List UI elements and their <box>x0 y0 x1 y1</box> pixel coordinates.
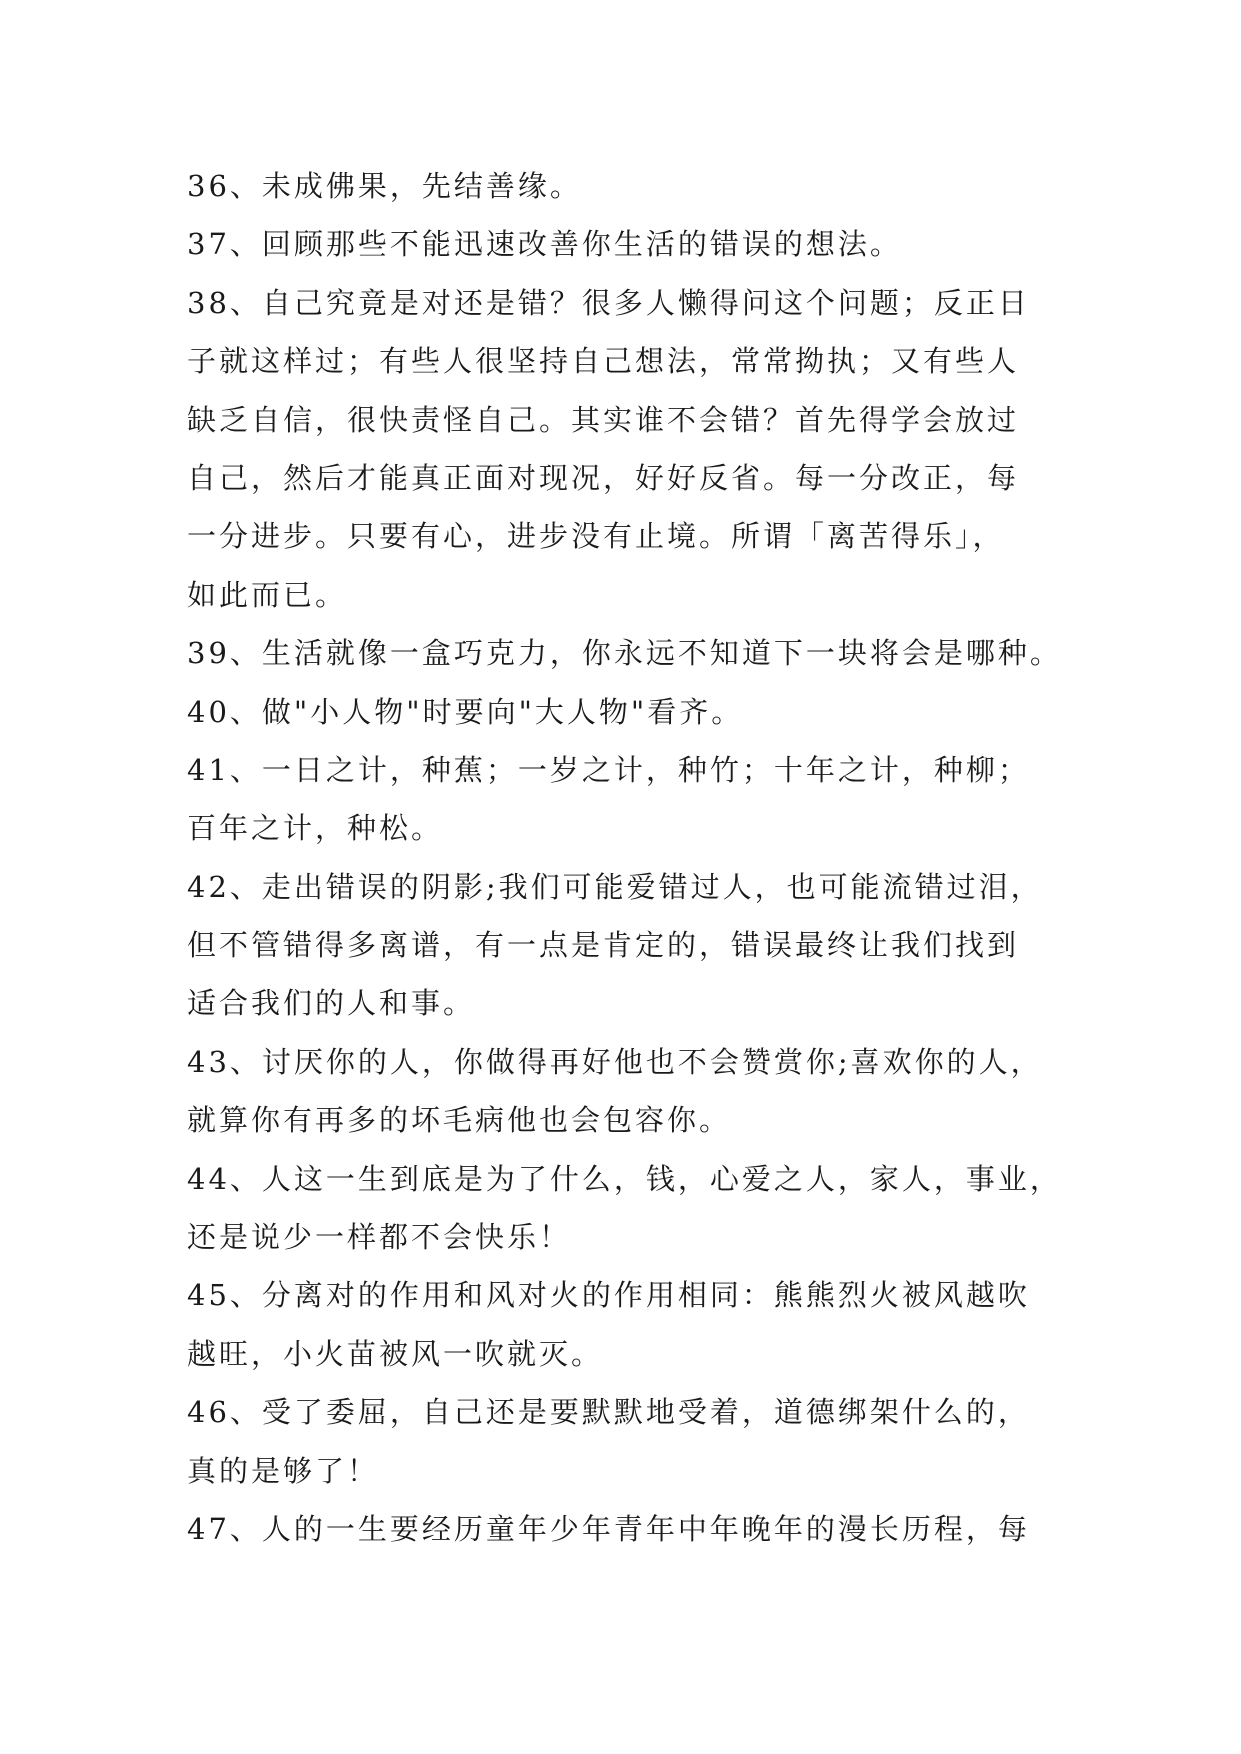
text-line: 但不管错得多离谱，有一点是肯定的，错误最终让我们找到 <box>187 928 1020 963</box>
text-line: 如此而已。 <box>187 577 348 612</box>
list-item-43 <box>187 1033 1087 1150</box>
list-item-45 <box>187 1266 1087 1383</box>
text-line: 子就这样过；有些人很坚持自己想法，常常拗执；又有些人 <box>187 344 1020 379</box>
text-line: 39、生活就像一盒巧克力，你永远不知道下一块将会是哪种。 <box>187 636 1062 671</box>
text-line: 47、人的一生要经历童年少年青年中年晚年的漫长历程，每 <box>187 1511 1030 1546</box>
list-item-42 <box>187 858 1087 1033</box>
list-item-40 <box>187 683 1087 741</box>
list-item-46 <box>187 1383 1087 1500</box>
text-line: 38、自己究竟是对还是错？很多人懒得问这个问题；反正日 <box>187 285 1030 320</box>
text-line: 一分进步。只要有心，进步没有止境。所谓「离苦得乐」， <box>187 519 1005 554</box>
list-item-36 <box>187 157 1087 215</box>
text-line: 42、走出错误的阴影;我们可能爱错过人，也可能流错过泪， <box>187 869 1043 904</box>
text-line: 自己，然后才能真正面对现况，好好反省。每一分改正，每 <box>187 460 1020 495</box>
text-line: 45、分离对的作用和风对火的作用相同：熊熊烈火被风越吹 <box>187 1278 1030 1313</box>
text-line: 37、回顾那些不能迅速改善你生活的错误的想法。 <box>187 227 902 262</box>
text-line: 越旺，小火苗被风一吹就灭。 <box>187 1336 604 1371</box>
text-line: 44、人这一生到底是为了什么，钱，心爱之人，家人，事业， <box>187 1161 1062 1196</box>
text-line: 36、未成佛果，先结善缘。 <box>187 169 582 203</box>
text-line: 真的是够了！ <box>187 1453 380 1488</box>
text-line: 41、一日之计，种蕉；一岁之计，种竹；十年之计，种柳； <box>187 752 1030 787</box>
document-body <box>187 157 1087 1558</box>
list-item-37 <box>187 215 1087 273</box>
list-item-41 <box>187 741 1087 858</box>
list-item-39 <box>187 624 1087 682</box>
list-item-44 <box>187 1150 1087 1267</box>
list-item-38 <box>187 274 1087 624</box>
list-item-47 <box>187 1500 1087 1558</box>
text-line: 缺乏自信，很快责怪自己。其实谁不会错？首先得学会放过 <box>187 402 1020 437</box>
text-line: 百年之计，种松。 <box>187 811 444 846</box>
text-line: 46、受了委屈，自己还是要默默地受着，道德绑架什么的， <box>187 1395 1030 1430</box>
text-line: 43、讨厌你的人，你做得再好他也不会赞赏你;喜欢你的人， <box>187 1044 1043 1079</box>
text-line: 就算你有再多的坏毛病他也会包容你。 <box>187 1103 732 1138</box>
text-line: 还是说少一样都不会快乐！ <box>187 1220 572 1255</box>
text-line: 40、做"小人物"时要向"大人物"看齐。 <box>187 694 744 729</box>
text-line: 适合我们的人和事。 <box>187 986 476 1021</box>
